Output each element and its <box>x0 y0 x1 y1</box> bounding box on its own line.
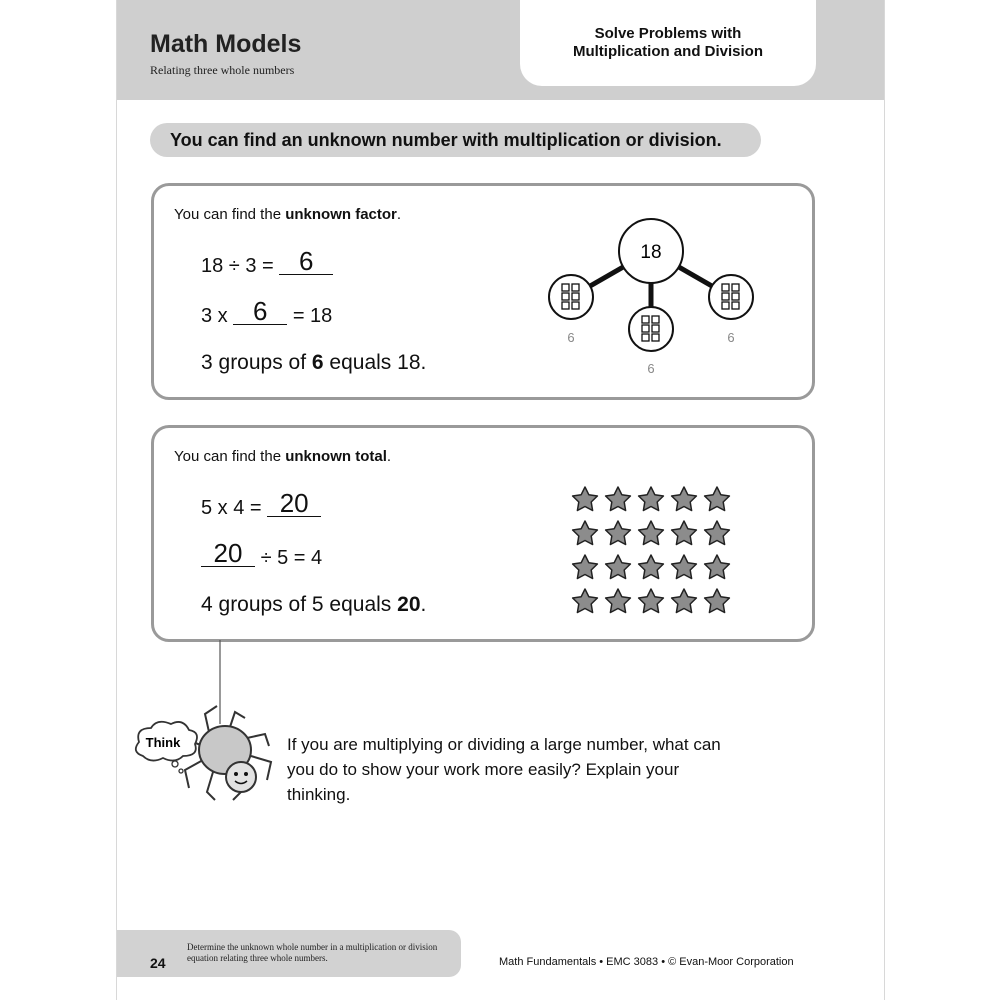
unit-square <box>722 302 729 309</box>
star <box>672 521 697 545</box>
standard-text: Determine the unknown whole number in a multiplication or division equation relating three whole numbers. <box>187 942 438 963</box>
unit-square <box>572 284 579 291</box>
unit-square <box>652 334 659 341</box>
unit-square <box>722 284 729 291</box>
total-answer-1: 20 <box>267 490 321 517</box>
unit-square <box>642 316 649 323</box>
total-equation-2: 20 ÷ 5 = 4 <box>201 540 322 570</box>
star <box>639 555 664 579</box>
part-label: 6 <box>647 361 655 376</box>
part-circle <box>709 275 753 319</box>
page-subtitle: Relating three whole numbers <box>150 63 295 77</box>
star <box>573 521 598 545</box>
unit-square <box>722 293 729 300</box>
think-question: If you are multiplying or dividing a large number, what can you do to show your work more easily? Explain your thinking. <box>287 735 721 804</box>
unit-square <box>652 325 659 332</box>
star <box>672 555 697 579</box>
unit-square <box>732 293 739 300</box>
unit-square <box>732 284 739 291</box>
total-answer-2: 20 <box>201 540 255 567</box>
star <box>705 555 730 579</box>
unit-square <box>562 284 569 291</box>
page-title: Math Models <box>150 30 302 58</box>
unit-square <box>642 334 649 341</box>
unit-square <box>732 302 739 309</box>
star-array <box>154 428 818 645</box>
star <box>573 589 598 613</box>
footer-credit: Math Fundamentals • EMC 3083 • © Evan-Moor Corporation <box>499 956 794 968</box>
unknown-factor-box <box>151 183 815 400</box>
factor-answer-1: 6 <box>279 248 333 275</box>
factor-answer-2: 6 <box>233 298 287 325</box>
part-circle <box>629 307 673 351</box>
star <box>639 521 664 545</box>
total-value: 18 <box>640 242 662 263</box>
topic-tab <box>520 0 816 86</box>
total-intro: You can find the unknown total. <box>174 448 392 465</box>
star <box>705 521 730 545</box>
star <box>639 487 664 511</box>
unit-square <box>562 293 569 300</box>
star <box>705 589 730 613</box>
part-label: 6 <box>567 330 575 345</box>
total-statement: 4 groups of 5 equals 20. <box>201 593 427 616</box>
factor-statement: 3 groups of 6 equals 18. <box>201 351 427 374</box>
unit-square <box>572 302 579 309</box>
part-label: 6 <box>727 330 735 345</box>
factor-intro: You can find the unknown factor. <box>174 206 402 223</box>
star <box>672 589 697 613</box>
topic-line-2: Multiplication and Division <box>572 43 763 60</box>
number-bond-diagram <box>154 186 818 403</box>
star <box>639 589 664 613</box>
star <box>705 487 730 511</box>
factor-equation-2: 3 x 6 = 18 <box>201 296 333 327</box>
page-number: 24 <box>150 955 166 971</box>
star <box>606 555 631 579</box>
part-circle <box>549 275 593 319</box>
star <box>606 521 631 545</box>
factor-equation-1: 18 ÷ 3 = 6 <box>201 248 333 278</box>
unit-square <box>572 293 579 300</box>
total-equation-1: 5 x 4 = 20 <box>201 490 321 520</box>
star <box>573 487 598 511</box>
star <box>606 487 631 511</box>
star <box>672 487 697 511</box>
star <box>573 555 598 579</box>
unit-square <box>562 302 569 309</box>
worksheet-page <box>116 0 885 1000</box>
spider-illustration <box>117 640 287 810</box>
unit-square <box>652 316 659 323</box>
lesson-banner: You can find an unknown number with multiplication or division. <box>150 123 761 157</box>
think-label: Think <box>145 735 181 750</box>
unit-square <box>642 325 649 332</box>
star <box>606 589 631 613</box>
topic-line-1: Solve Problems with <box>594 25 742 42</box>
unknown-total-box <box>151 425 815 642</box>
